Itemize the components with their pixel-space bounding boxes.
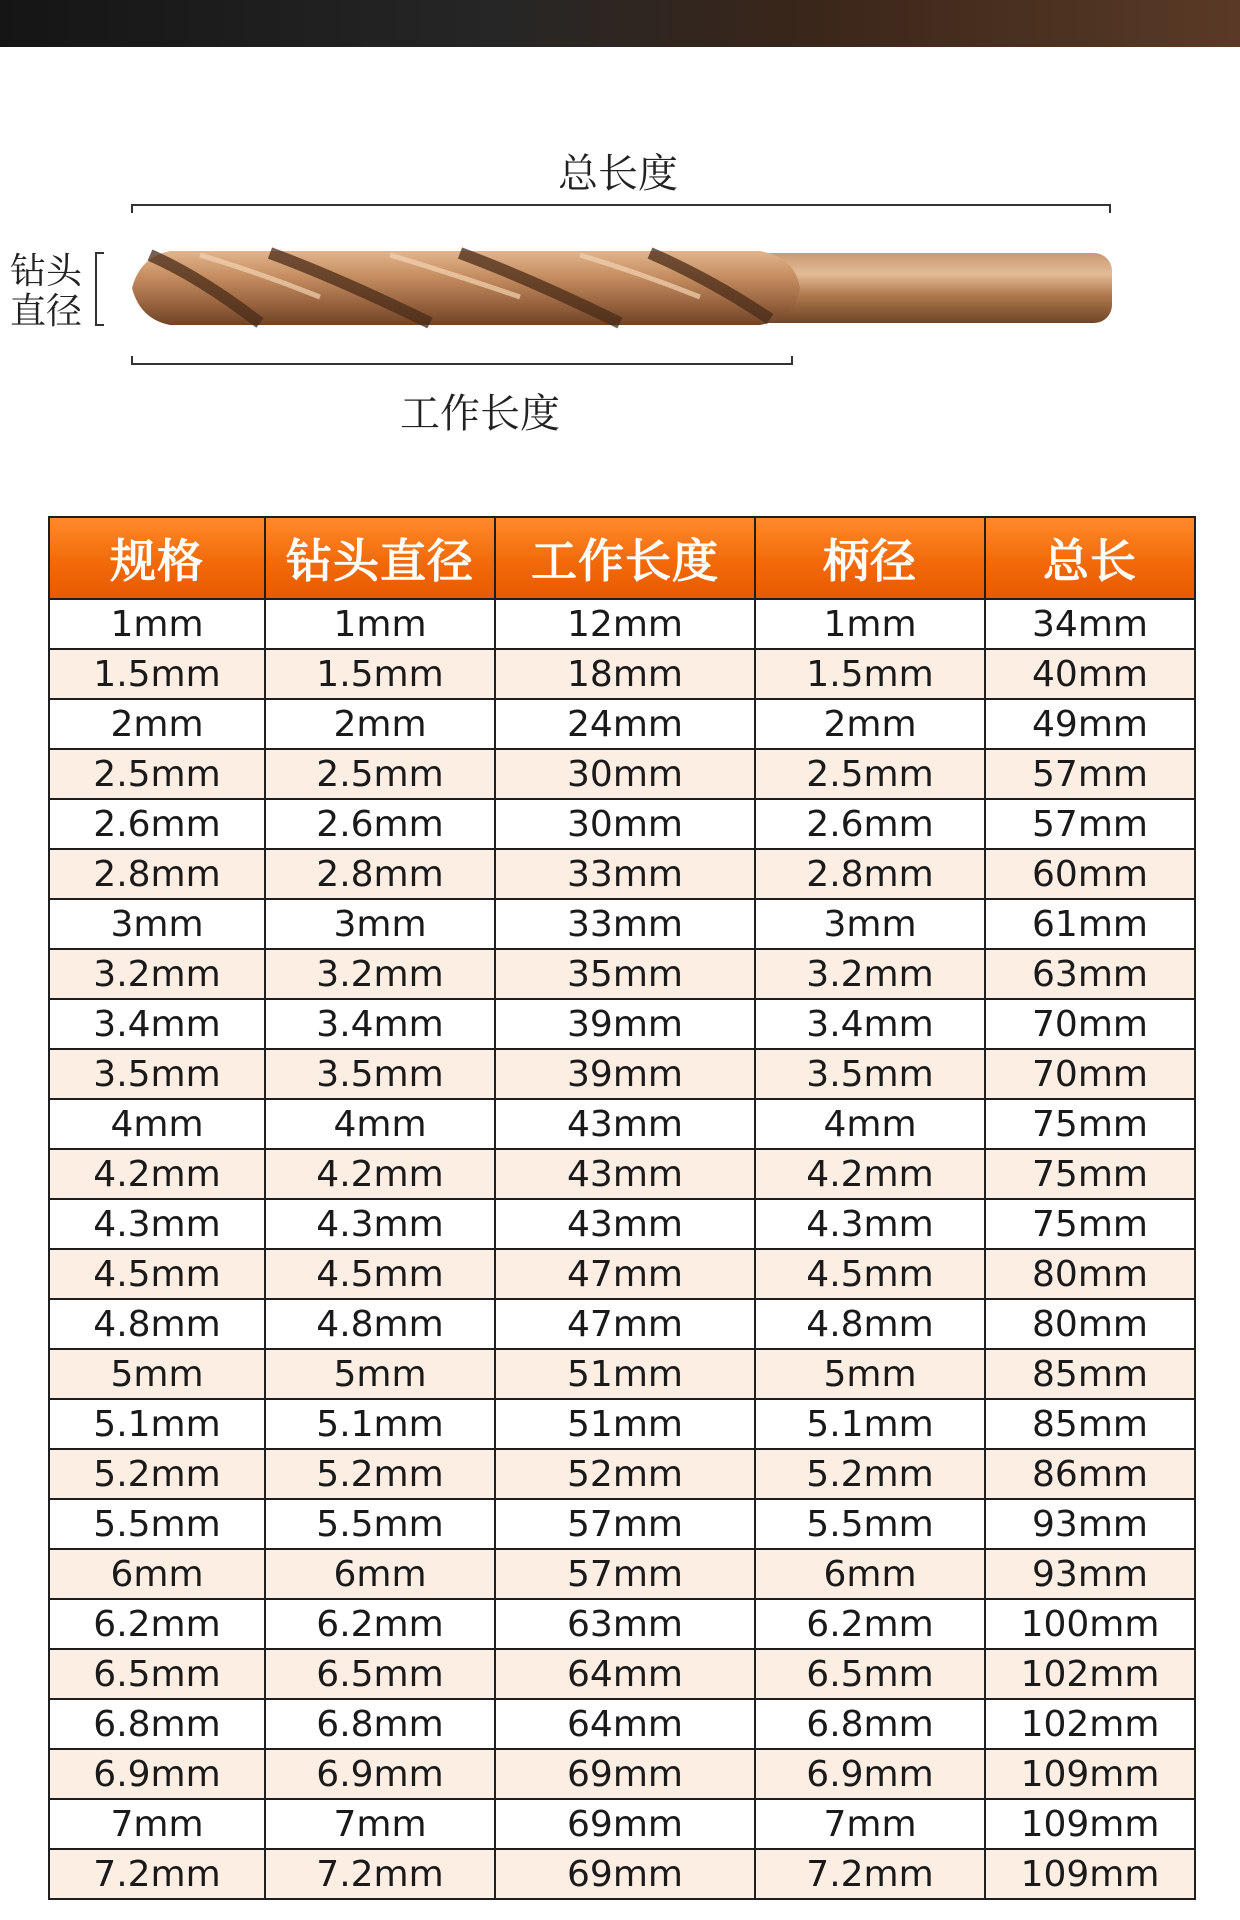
table-cell: 7mm <box>265 1799 495 1849</box>
table-cell: 6.2mm <box>49 1599 265 1649</box>
table-cell: 33mm <box>495 899 755 949</box>
table-cell: 4.8mm <box>265 1299 495 1349</box>
table-cell: 80mm <box>985 1299 1195 1349</box>
table-cell: 18mm <box>495 649 755 699</box>
table-row <box>49 1149 1195 1199</box>
table-cell: 2.8mm <box>49 849 265 899</box>
table-cell: 69mm <box>495 1849 755 1899</box>
table-cell: 7mm <box>755 1799 985 1849</box>
table-cell: 1.5mm <box>265 649 495 699</box>
table-cell: 5.1mm <box>265 1399 495 1449</box>
table-cell: 47mm <box>495 1299 755 1349</box>
table-cell: 39mm <box>495 999 755 1049</box>
drill-shank <box>750 253 1112 323</box>
table-cell: 5.1mm <box>755 1399 985 1449</box>
spec-table <box>48 516 1196 1900</box>
table-cell: 33mm <box>495 849 755 899</box>
table-cell: 75mm <box>985 1149 1195 1199</box>
table-cell: 109mm <box>985 1749 1195 1799</box>
table-cell: 5.5mm <box>49 1499 265 1549</box>
table-cell: 52mm <box>495 1449 755 1499</box>
table-row <box>49 849 1195 899</box>
table-row <box>49 1599 1195 1649</box>
table-row <box>49 1499 1195 1549</box>
table-cell: 6.5mm <box>265 1649 495 1699</box>
table-cell: 47mm <box>495 1249 755 1299</box>
table-row <box>49 749 1195 799</box>
table-cell: 6.2mm <box>755 1599 985 1649</box>
table-cell: 34mm <box>985 599 1195 649</box>
table-cell: 2mm <box>755 699 985 749</box>
table-row <box>49 1449 1195 1499</box>
table-cell: 69mm <box>495 1799 755 1849</box>
table-cell: 3.5mm <box>755 1049 985 1099</box>
table-cell: 85mm <box>985 1399 1195 1449</box>
table-cell: 64mm <box>495 1699 755 1749</box>
table-cell: 2.5mm <box>755 749 985 799</box>
table-cell: 2.5mm <box>49 749 265 799</box>
table-cell: 6.8mm <box>755 1699 985 1749</box>
table-cell: 4.5mm <box>49 1249 265 1299</box>
table-cell: 102mm <box>985 1699 1195 1749</box>
table-cell: 6.8mm <box>49 1699 265 1749</box>
table-cell: 2.6mm <box>49 799 265 849</box>
table-cell: 6.9mm <box>265 1749 495 1799</box>
working-length-bracket <box>132 356 792 364</box>
header-bit-diameter: 钻头直径 <box>265 517 495 599</box>
table-row <box>49 1799 1195 1849</box>
table-row <box>49 1849 1195 1899</box>
table-row <box>49 1249 1195 1299</box>
table-cell: 39mm <box>495 1049 755 1099</box>
table-row <box>49 1049 1195 1099</box>
table-cell: 93mm <box>985 1499 1195 1549</box>
table-cell: 2.6mm <box>265 799 495 849</box>
table-row <box>49 1649 1195 1699</box>
table-cell: 64mm <box>495 1649 755 1699</box>
table-cell: 4mm <box>265 1099 495 1149</box>
table-row <box>49 1299 1195 1349</box>
table-cell: 1.5mm <box>755 649 985 699</box>
table-cell: 1mm <box>755 599 985 649</box>
table-cell: 43mm <box>495 1199 755 1249</box>
table-cell: 2mm <box>265 699 495 749</box>
table-cell: 3.2mm <box>265 949 495 999</box>
table-cell: 4.8mm <box>755 1299 985 1349</box>
table-cell: 30mm <box>495 749 755 799</box>
table-body <box>49 599 1195 1899</box>
table-row <box>49 699 1195 749</box>
table-cell: 7.2mm <box>265 1849 495 1899</box>
table-cell: 4.8mm <box>49 1299 265 1349</box>
table-cell: 6.9mm <box>49 1749 265 1799</box>
table-cell: 1.5mm <box>49 649 265 699</box>
table-cell: 75mm <box>985 1099 1195 1149</box>
table-cell: 60mm <box>985 849 1195 899</box>
table-cell: 6.5mm <box>49 1649 265 1699</box>
table-row <box>49 1749 1195 1799</box>
table-cell: 5mm <box>755 1349 985 1399</box>
table-cell: 3.4mm <box>755 999 985 1049</box>
table-cell: 109mm <box>985 1849 1195 1899</box>
table-row <box>49 649 1195 699</box>
table-cell: 6.2mm <box>265 1599 495 1649</box>
table-cell: 70mm <box>985 999 1195 1049</box>
table-cell: 4mm <box>49 1099 265 1149</box>
table-cell: 3.2mm <box>755 949 985 999</box>
table-cell: 4mm <box>755 1099 985 1149</box>
table-cell: 3.4mm <box>49 999 265 1049</box>
total-length-bracket <box>132 205 1110 213</box>
table-row <box>49 799 1195 849</box>
table-cell: 49mm <box>985 699 1195 749</box>
table-cell: 69mm <box>495 1749 755 1799</box>
table-header-row <box>49 517 1195 599</box>
table-cell: 4.2mm <box>49 1149 265 1199</box>
table-cell: 5.2mm <box>755 1449 985 1499</box>
table-cell: 5.5mm <box>755 1499 985 1549</box>
diameter-bracket <box>96 253 104 325</box>
table-row <box>49 1699 1195 1749</box>
table-cell: 57mm <box>985 799 1195 849</box>
table-cell: 2mm <box>49 699 265 749</box>
table-cell: 6mm <box>49 1549 265 1599</box>
table-cell: 2.8mm <box>755 849 985 899</box>
table-row <box>49 1349 1195 1399</box>
table-cell: 7.2mm <box>755 1849 985 1899</box>
table-cell: 6.8mm <box>265 1699 495 1749</box>
table-cell: 1mm <box>265 599 495 649</box>
table-cell: 85mm <box>985 1349 1195 1399</box>
header-working-length: 工作长度 <box>495 517 755 599</box>
table-cell: 2.8mm <box>265 849 495 899</box>
table-cell: 24mm <box>495 699 755 749</box>
table-cell: 57mm <box>495 1549 755 1599</box>
table-cell: 80mm <box>985 1249 1195 1299</box>
table-cell: 43mm <box>495 1099 755 1149</box>
header-spec: 规格 <box>49 517 265 599</box>
table-row <box>49 949 1195 999</box>
table-cell: 4.5mm <box>755 1249 985 1299</box>
table-cell: 2.5mm <box>265 749 495 799</box>
table-cell: 43mm <box>495 1149 755 1199</box>
table-row <box>49 899 1195 949</box>
drill-dimension-diagram <box>0 47 1240 517</box>
table-cell: 70mm <box>985 1049 1195 1099</box>
table-cell: 3.5mm <box>265 1049 495 1099</box>
table-cell: 6.9mm <box>755 1749 985 1799</box>
table-cell: 57mm <box>495 1499 755 1549</box>
header-shank-diameter: 柄径 <box>755 517 985 599</box>
table-cell: 102mm <box>985 1649 1195 1699</box>
table-cell: 3.5mm <box>49 1049 265 1099</box>
table-cell: 3.2mm <box>49 949 265 999</box>
table-cell: 4.2mm <box>755 1149 985 1199</box>
table-cell: 7.2mm <box>49 1849 265 1899</box>
table-cell: 3.4mm <box>265 999 495 1049</box>
top-banner <box>0 0 1240 47</box>
table-row <box>49 999 1195 1049</box>
table-cell: 93mm <box>985 1549 1195 1599</box>
table-cell: 35mm <box>495 949 755 999</box>
bit-diameter-label: 钻头直径 <box>10 251 83 332</box>
table-row <box>49 1549 1195 1599</box>
table-cell: 4.5mm <box>265 1249 495 1299</box>
drill-flutes <box>132 251 800 325</box>
table-cell: 5.5mm <box>265 1499 495 1549</box>
table-cell: 7mm <box>49 1799 265 1849</box>
working-length-label: 工作长度 <box>400 391 560 437</box>
table-cell: 6.5mm <box>755 1649 985 1699</box>
table-cell: 2.6mm <box>755 799 985 849</box>
drill-bit-illustration <box>0 47 1240 517</box>
table-cell: 30mm <box>495 799 755 849</box>
table-cell: 4.2mm <box>265 1149 495 1199</box>
table-cell: 57mm <box>985 749 1195 799</box>
table-cell: 5.2mm <box>49 1449 265 1499</box>
table-cell: 51mm <box>495 1349 755 1399</box>
table-cell: 4.3mm <box>265 1199 495 1249</box>
table-cell: 3mm <box>265 899 495 949</box>
table-cell: 86mm <box>985 1449 1195 1499</box>
table-cell: 63mm <box>495 1599 755 1649</box>
table-row <box>49 1199 1195 1249</box>
table-cell: 75mm <box>985 1199 1195 1249</box>
header-total-length: 总长 <box>985 517 1195 599</box>
table-cell: 5.1mm <box>49 1399 265 1449</box>
table-cell: 3mm <box>49 899 265 949</box>
table-cell: 5mm <box>49 1349 265 1399</box>
table-cell: 4.3mm <box>755 1199 985 1249</box>
table-cell: 51mm <box>495 1399 755 1449</box>
table-cell: 1mm <box>49 599 265 649</box>
table-cell: 109mm <box>985 1799 1195 1849</box>
table-cell: 61mm <box>985 899 1195 949</box>
table-cell: 12mm <box>495 599 755 649</box>
table-row <box>49 1099 1195 1149</box>
table-row <box>49 1399 1195 1449</box>
table-cell: 3mm <box>755 899 985 949</box>
table-cell: 5.2mm <box>265 1449 495 1499</box>
table-cell: 4.3mm <box>49 1199 265 1249</box>
table-cell: 6mm <box>755 1549 985 1599</box>
table-cell: 100mm <box>985 1599 1195 1649</box>
total-length-label: 总长度 <box>558 151 678 197</box>
table-cell: 6mm <box>265 1549 495 1599</box>
table-row <box>49 599 1195 649</box>
table-cell: 40mm <box>985 649 1195 699</box>
table-cell: 5mm <box>265 1349 495 1399</box>
table-cell: 63mm <box>985 949 1195 999</box>
